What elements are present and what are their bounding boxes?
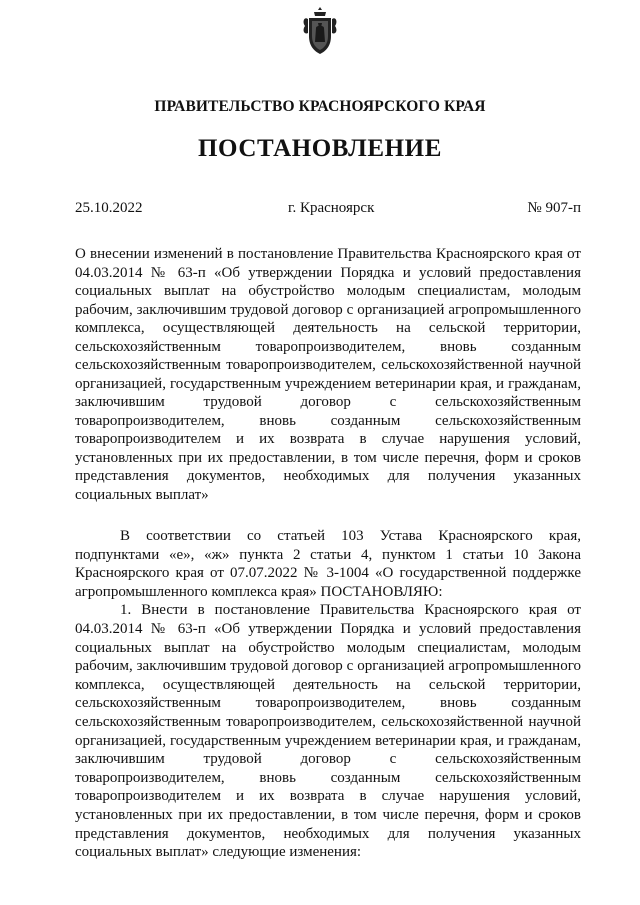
document-date: 25.10.2022 xyxy=(75,200,143,216)
document-type-heading: ПОСТАНОВЛЕНИЕ xyxy=(197,135,443,162)
preamble-paragraph: В соответствии со статьей 103 Устава Красноярского края, подпунктами «е», «ж» пункта 2 статьи 4, пунктом 1 статьи 10 Закона Красноярского края от 07.07.2022 № 3-1004 «О государственной поддержке агропромышленного комплекса края» ПОСТАНОВЛЯЮ: xyxy=(75,528,581,600)
government-title: ПРАВИТЕЛЬСТВО КРАСНОЯРСКОГО КРАЯ xyxy=(154,98,486,115)
document-subject: О внесении изменений в постановление Правительства Красноярского края от 04.03.2014 № 63-п «Об утверждении Порядка и условий предоставления социальных выплат на обустройство молодым специалистам, молодым рабочим, заключившим трудовой договор с организацией агропромышленного комплекса, осуществляющей деятельность на сельской территории, сельскохозяйственным товаропроизводителем, вновь созданным сельскохозяйственным товаропроизводителем, сельскохозяйственной научной организацией, государственным учреждением ветеринарии края, и гражданам, заключившим трудовой договор с сельскохозяйственным товаропроизводителем, вновь созданным сельскохозяйственным товаропроизводителем и их возврата в случае нарушения условий, установленных при их предоставлении, в том числе перечня, форм и сроков представления документов, необходимых для получения указанных социальных выплат» xyxy=(75,246,581,503)
item-1-paragraph: 1. Внести в постановление Правительства Красноярского края от 04.03.2014 № 63-п «Об утверждении Порядка и условий предоставления социальных выплат на обустройство молодым специалистам, молодым рабочим, заключившим трудовой договор с организацией агропромышленного комплекса, осуществляющей деятельность на сельской территории, сельскохозяйственным товаропроизводителем, вновь созданным сельскохозяйственным товаропроизводителем, сельскохозяйственной научной организацией, государственным учреждением ветеринарии края, и гражданам, заключившим трудовой договор с сельскохозяйственным товаропроизводителем, вновь созданным сельскохозяйственным товаропроизводителем и их возврата в случае нарушения условий, установленных при их предоставлении, в том числе перечня, форм и сроков представления документов, необходимых для получения указанных социальных выплат» следующие изменения: xyxy=(75,602,581,861)
document-body xyxy=(75,527,581,862)
document-number: № 907-п xyxy=(527,200,581,216)
coat-of-arms-icon xyxy=(301,6,339,56)
document-place: г. Красноярск xyxy=(288,200,375,216)
